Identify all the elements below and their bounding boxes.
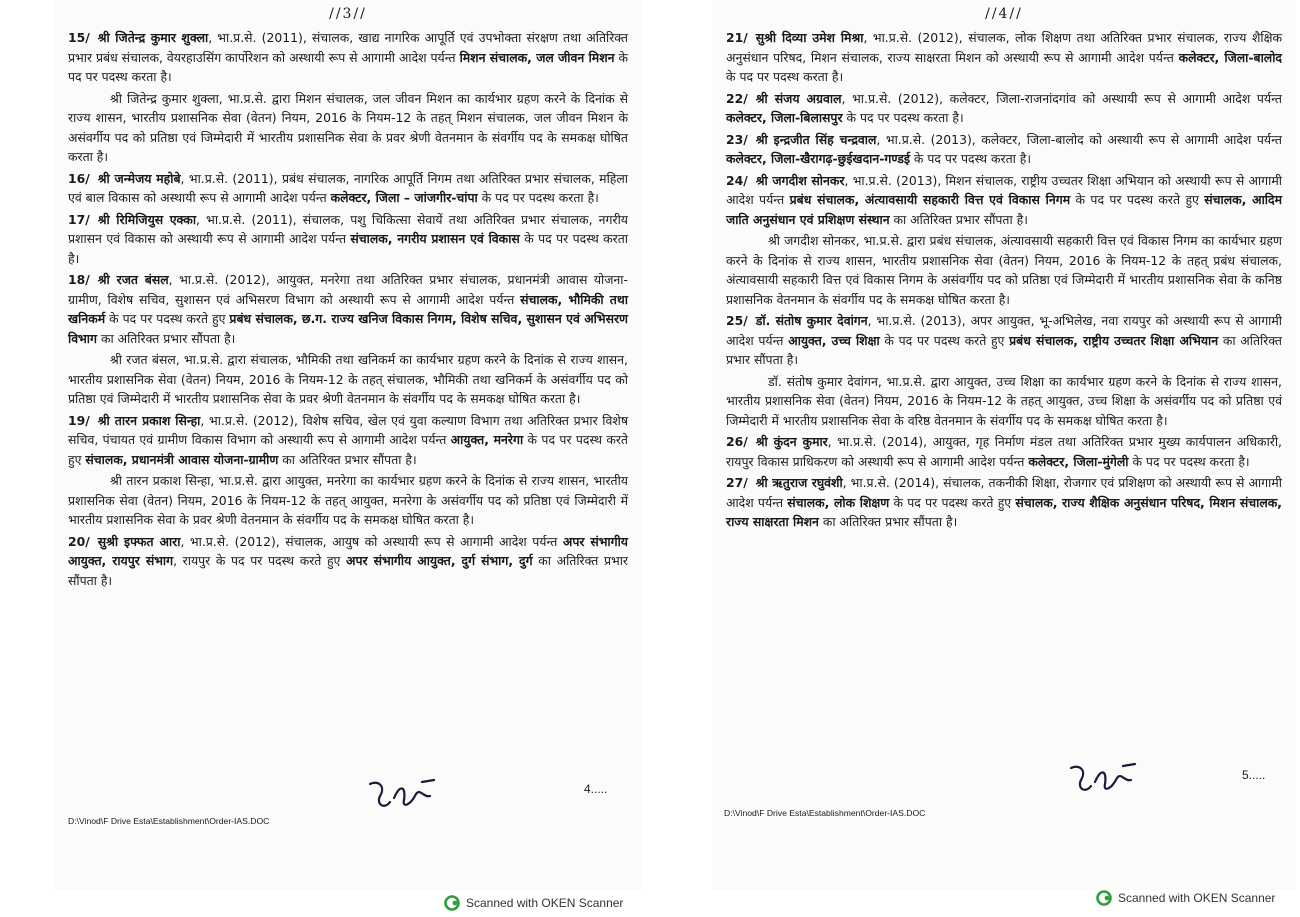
bold-text: श्री तारन प्रकाश सिन्हा [97,412,201,428]
item-number: 24/ [726,172,748,188]
oken-logo-icon [444,895,460,911]
bold-text: संचालक, लोक शिक्षण [787,494,890,510]
text: , भा.प्र.से. (2014), संचालक, तकनीकी शिक्षा, रोजगार एवं प्रशिक्षण को अस्थायी रूप से आगामी आदेश पर्यन्त [726,475,1282,510]
text: का अतिरिक्त प्रभार सौंपता है। [889,211,1028,227]
item-number: 19/ [68,412,90,428]
bold-text: प्रबंध संचालक, छ.ग. राज्य खनिज विकास निगम, विशेष सचिव, सुशासन एवं अभिसरण विभाग [68,311,628,346]
text: , भा.प्र.से. (2011), प्रबंध संचालक, नागरिक आपूर्ति निगम तथा अतिरिक्त प्रभार संचालक, महिला एवं बाल विकास को अस्थायी रूप से आगामी आदेश पर्यन्त [68,170,628,205]
watermark-text: Scanned with OKEN Scanner [1118,891,1276,905]
bold-text: श्री जितेन्द्र कुमार शुक्ला [97,30,209,45]
item-number: 25/ [726,313,748,328]
text: के पद पर पदस्थ करता है। [477,190,599,205]
order-note [726,231,1282,309]
text: , रायपुर के पद पर पदस्थ करते हुए [173,553,347,568]
item-number: 26/ [726,434,748,449]
bold-text: अपर संभागीय आयुक्त, दुर्ग संभाग, दुर्ग [346,553,533,568]
bold-text: कलेक्टर, जिला-बिलासपुर [726,110,843,125]
bold-text: संचालक, भौमिकी तथा खनिकर्म [68,291,628,326]
bold-text: सुश्री दिव्या उमेश मिश्रा [755,30,864,45]
item-number: 17/ [68,211,90,227]
bold-text: सुश्री इफ्फत आरा [97,533,181,549]
order-item [726,28,1282,87]
order-note [68,89,628,167]
order-item [726,473,1282,532]
text: श्री जितेन्द्र कुमार शुक्ला, भा.प्र.से. द्वारा मिशन संचालक, जल जीवन मिशन का कार्यभार ग्रहण करने के दिनांक से राज्य शासन, भारतीय प्रशासनिक सेवा (वेतन) नियम, 2016 के नियम-12 के तहत् मिशन संचालक, जल जीवन मिशन के असंवर्गीय पद को प्रतिष्ठा एवं जिम्मेदारी में भारतीय प्रशासनिक सेवा के प्रवर श्रेणी वेतनमान के संवर्गीय पद के समकक्ष घोषित करता है। [68,90,628,164]
order-item [726,432,1282,471]
text: , भा.प्र.से. (2011), संचालक, खाद्य नागरिक आपूर्ति एवं उपभोक्ता संरक्षण तथा अतिरिक्त प्रभार प्रबंध संचालक, वेयरहाउसिंग कार्पोरेशन को अस्थायी रूप से आगामी आदेश पर्यन्त [68,30,628,65]
page-number: //4// [985,6,1023,22]
bold-text: श्री संजय अग्रवाल [755,90,842,106]
text: के पद पर पदस्थ करता है। [68,49,628,84]
scanner-watermark [1096,890,1275,906]
bold-text: कलेक्टर, जिला-मुंगेली [1028,453,1129,469]
order-paragraphs [68,28,628,590]
text: डॉ. संतोष कुमार देवांगन, भा.प्र.से. द्वारा आयुक्त, उच्च शिक्षा का कार्यभार ग्रहण करने के दिनांक से राज्य शासन, भारतीय प्रशासनिक सेवा (वेतन) नियम, 2016 के नियम-12 के तहत् आयुक्त, उच्च शिक्षा के असंवर्गीय पद को प्रतिष्ठा एवं जिम्मेदारी में भारतीय प्रशासनिक सेवा के वरिष्ठ वेतनमान के संवर्गीय पद के समकक्ष घोषित करता है। [726,373,1282,428]
bold-text: कलेक्टर, जिला-बालोद [1178,49,1282,65]
order-note [726,372,1282,431]
text: श्री रजत बंसल, भा.प्र.से. द्वारा संचालक, भौमिकी तथा खनिकर्म का कार्यभार ग्रहण करने के दिनांक से राज्य शासन, भारतीय प्रशासनिक सेवा (वेतन) नियम, 2016 के नियम-12 के तहत् संचालक, भौमिकी तथा खनिकर्म के असंवर्गीय पद को प्रतिष्ठा एवं जिम्मेदारी में भारतीय प्रशासनिक सेवा के प्रवर श्रेणी वेतनमान के संवर्गीय पद के समकक्ष घोषित करता है। [68,352,628,406]
order-item [68,270,628,348]
text: का अतिरिक्त प्रभार सौंपता है। [278,451,417,467]
order-note [68,471,628,530]
text: के पद पर पदस्थ करता है। [909,151,1032,166]
text: , भा.प्र.से. (2012), संचालक, आयुष को अस्थायी रूप से आगामी आदेश पर्यन्त [180,533,563,549]
bold-text: आयुक्त, उच्च शिक्षा [788,332,880,348]
item-number: 15/ [68,30,90,45]
file-path: D:\Vinod\F Drive Esta\Establishment\Order-IAS.DOC [724,808,926,818]
text: , भा.प्र.से. (2012), कलेक्टर, जिला-राजनांदगांव को अस्थायी रूप से आगामी आदेश पर्यन्त [841,90,1282,106]
item-number: 20/ [68,533,90,549]
text: के पद पर पदस्थ करते हुए [1070,192,1205,207]
item-number: 16/ [68,170,90,186]
bold-text: कलेक्टर, जिला – जांजगीर-चांपा [330,190,478,205]
order-item [68,28,628,87]
order-item [68,210,628,269]
bold-text: श्री जगदीश सोनकर [755,172,845,188]
next-page-marker: 4..... [584,782,608,796]
order-item [726,89,1282,128]
bold-text: प्रबंध संचालक, अंत्यावसायी सहकारी वित्त एवं विकास निगम [789,192,1071,207]
document-page-left [54,0,642,890]
text: के पद पर पदस्थ करता है। [68,231,628,266]
bold-text: श्री इन्द्रजीत सिंह चन्द्रवाल [755,131,877,147]
watermark-text: Scanned with OKEN Scanner [466,896,624,910]
next-page-marker: 5..... [1242,768,1266,782]
order-item [726,311,1282,370]
text: , भा.प्र.से. (2012), विशेष सचिव, खेल एवं युवा कल्याण विभाग तथा अतिरिक्त प्रभार विशेष सचिव, पंचायत एवं ग्रामीण विकास विभाग को अस्थायी रूप से आगामी आदेश पर्यन्त [68,412,628,447]
item-number: 23/ [726,131,748,147]
text: के पद पर पदस्थ करते हुए [889,494,1016,510]
page-number: //3// [329,6,367,22]
item-number: 22/ [726,90,748,106]
bold-text: आयुक्त, मनरेगा [450,432,524,447]
signature [1067,758,1147,806]
text: , भा.प्र.से. (2013), मिशन संचालक, राष्ट्रीय उच्चतर शिक्षा अभियान को अस्थायी रूप से आगामी आदेश पर्यन्त [726,172,1282,207]
item-number: 18/ [68,272,90,287]
order-item [68,411,628,470]
text: के पद पर पदस्थ करते हुए [68,432,628,467]
text: का अतिरिक्त प्रभार सौंपता है। [97,330,236,346]
order-item [726,130,1282,169]
text: , भा.प्र.से. (2014), आयुक्त, गृह निर्माण मंडल तथा अतिरिक्त प्रभार मुख्य कार्यपालन अधिकारी, रायपुर विकास प्राधिकरण को अस्थायी रूप से आगामी आदेश पर्यन्त [726,434,1282,469]
text: , भा.प्र.से. (2013), कलेक्टर, जिला-बालोद को अस्थायी रूप से आगामी आदेश पर्यन्त [876,131,1282,147]
bold-text: श्री जन्मेजय महोबे [97,170,181,186]
signature [364,776,444,820]
bold-text: कलेक्टर, जिला-खैरागढ़-छुईखदान-गण्डई [726,151,910,166]
item-number: 27/ [726,475,748,490]
text: के पद पर पदस्थ करता है। [726,69,844,84]
text: का अतिरिक्त प्रभार सौंपता है। [818,514,958,529]
text: के पद पर पदस्थ करते हुए [879,332,1010,348]
order-paragraphs [726,28,1282,532]
bold-text: श्री रजत बंसल [97,272,169,287]
file-path: D:\Vinod\F Drive Esta\Establishment\Order-IAS.DOC [68,816,270,826]
text: के पद पर पदस्थ करता है। [1128,453,1250,469]
bold-text: डॉ. संतोष कुमार देवांगन [755,313,868,328]
item-number: 21/ [726,30,748,45]
bold-text: संचालक, प्रधानमंत्री आवास योजना-ग्रामीण [85,451,279,467]
oken-logo-icon [1096,890,1112,906]
text: के पद पर पदस्थ करते हुए [105,311,230,326]
text: श्री तारन प्रकाश सिन्हा, भा.प्र.से. द्वारा आयुक्त, मनरेगा का कार्यभार ग्रहण करने के दिनांक से राज्य शासन, भारतीय प्रशासनिक सेवा (वेतन) नियम, 2016 के नियम-12 के तहत् आयुक्त, मनरेगा के असंवर्गीय पद को प्रतिष्ठा एवं जिम्मेदारी में भारतीय प्रशासनिक सेवा के प्रवर श्रेणी वेतनमान के संवर्गीय पद के समकक्ष घोषित करता है। [68,473,628,527]
text: के पद पर पदस्थ करता है। [842,110,964,125]
bold-text: मिशन संचालक, जल जीवन मिशन [459,49,615,65]
document-page-right [712,0,1296,890]
bold-text: अपर संभागीय आयुक्त, रायपुर संभाग [68,533,628,568]
text: , भा.प्र.से. (2011), संचालक, पशु चिकित्सा सेवायें तथा अतिरिक्त प्रभार संचालक, नगरीय प्रशासन एवं विकास को अस्थायी रूप से आगामी आदेश पर्यन्त [68,211,628,246]
text: का अतिरिक्त प्रभार सौंपता है। [68,553,628,588]
bold-text: श्री ऋतुराज रघुवंशी [755,475,843,490]
bold-text: संचालक, नगरीय प्रशासन एवं विकास [350,231,520,246]
order-item [68,169,628,208]
text: , भा.प्र.से. (2013), अपर आयुक्त, भू-अभिलेख, नवा रायपुर को अस्थायी रूप से आगामी आदेश पर्यन्त [726,313,1283,348]
bold-text: संचालक, आदिम जाति अनुसंधान एवं प्रशिक्षण संस्थान [726,192,1282,227]
text: , भा.प्र.से. (2012), संचालक, लोक शिक्षण तथा अतिरिक्त प्रभार संचालक, राज्य शैक्षिक अनुसंधान परिषद, मिशन संचालक, राज्य साक्षरता मिशन को अस्थायी रूप से आगामी आदेश पर्यन्त [726,30,1282,65]
order-item [726,171,1282,230]
bold-text: श्री रिमिजियुस एक्का [97,211,197,227]
text: श्री जगदीश सोनकर, भा.प्र.से. द्वारा प्रबंध संचालक, अंत्यावसायी सहकारी वित्त एवं विकास निगम का कार्यभार ग्रहण करने के दिनांक से राज्य शासन, भारतीय प्रशासनिक सेवा (वेतन) नियम, 2016 के नियम-12 के तहत् प्रबंध संचालक, अंत्यावसायी सहकारी वित्त एवं विकास निगम के असंवर्गीय पद को प्रतिष्ठा एवं जिम्मेदारी में भारतीय प्रशासनिक सेवा के कनिष्ठ प्रशासनिक वेतनमान के संवर्गीय पद के समकक्ष घोषित करता है। [726,233,1282,307]
scanner-watermark [444,895,623,911]
bold-text: श्री कुंदन कुमार [755,434,828,449]
order-item [68,532,628,591]
text: , भा.प्र.से. (2012), आयुक्त, मनरेगा तथा अतिरिक्त प्रभार संचालक, प्रधानमंत्री आवास योजना-ग्रामीण, विशेष सचिव, सुशासन एवं अभिसरण विभाग को अस्थायी रूप से आगामी आदेश पर्यन्त [68,272,628,307]
bold-text: संचालक, राज्य शैक्षिक अनुसंधान परिषद, मिशन संचालक, राज्य साक्षरता मिशन [726,494,1283,529]
bold-text: प्रबंध संचालक, राष्ट्रीय उच्चतर शिक्षा अभियान [1009,332,1219,348]
order-note [68,350,628,409]
text: का अतिरिक्त प्रभार सौंपता है। [726,332,1282,367]
